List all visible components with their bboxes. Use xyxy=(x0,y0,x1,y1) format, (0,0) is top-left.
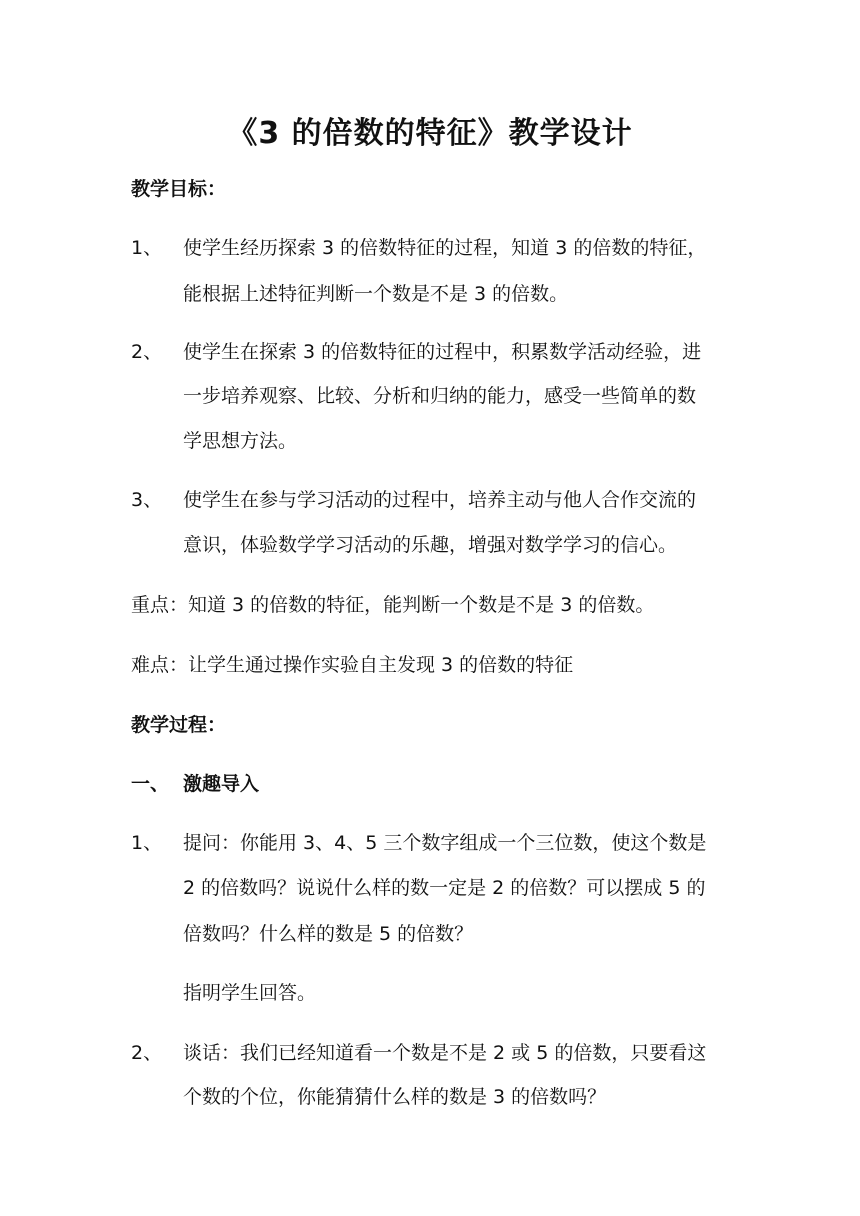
process-heading: 教学过程： xyxy=(131,714,227,736)
key-point: 重点：知道 3 的倍数的特征，能判断一个数是不是 3 的倍数。 xyxy=(131,594,655,616)
objective-2-line-1: 使学生在探索 3 的倍数特征的过程中，积累数学活动经验，进 xyxy=(183,341,702,363)
difficulty: 难点：让学生通过操作实验自主发现 3 的倍数的特征 xyxy=(131,654,574,676)
section-one-number: 一、 xyxy=(131,773,170,795)
objective-2-number: 2、 xyxy=(131,341,163,363)
step-2-line-2: 个数的个位，你能猜猜什么样的数是 3 的倍数吗？ xyxy=(183,1086,607,1108)
step-1-followup: 指明学生回答。 xyxy=(183,982,317,1004)
objectives-heading: 教学目标： xyxy=(131,178,227,200)
step-2-line-1: 谈话：我们已经知道看一个数是不是 2 或 5 的倍数，只要看这 xyxy=(183,1042,707,1064)
document-title: 《3 的倍数的特征》教学设计 xyxy=(227,116,633,151)
objective-3-line-2: 意识，体验数学学习活动的乐趣，增强对数学学习的信心。 xyxy=(183,534,678,556)
objective-3-number: 3、 xyxy=(131,489,163,511)
step-1-line-2: 2 的倍数吗？说说什么样的数一定是 2 的倍数？可以摆成 5 的 xyxy=(183,877,706,899)
step-1-line-3: 倍数吗？什么样的数是 5 的倍数？ xyxy=(183,923,474,945)
objective-1-number: 1、 xyxy=(131,237,163,259)
step-2-number: 2、 xyxy=(131,1042,163,1064)
objective-1-line-2: 能根据上述特征判断一个数是不是 3 的倍数。 xyxy=(183,283,569,305)
step-1-number: 1、 xyxy=(131,832,163,854)
step-1-line-1: 提问：你能用 3、4、5 三个数字组成一个三位数，使这个数是 xyxy=(183,832,707,854)
objective-2-line-3: 学思想方法。 xyxy=(183,430,298,452)
objective-2-line-2: 一步培养观察、比较、分析和归纳的能力，感受一些简单的数 xyxy=(183,385,697,407)
section-one-title: 激趣导入 xyxy=(183,773,260,795)
objective-1-line-1: 使学生经历探索 3 的倍数特征的过程，知道 3 的倍数的特征， xyxy=(183,237,707,259)
objective-3-line-1: 使学生在参与学习活动的过程中，培养主动与他人合作交流的 xyxy=(183,489,697,511)
